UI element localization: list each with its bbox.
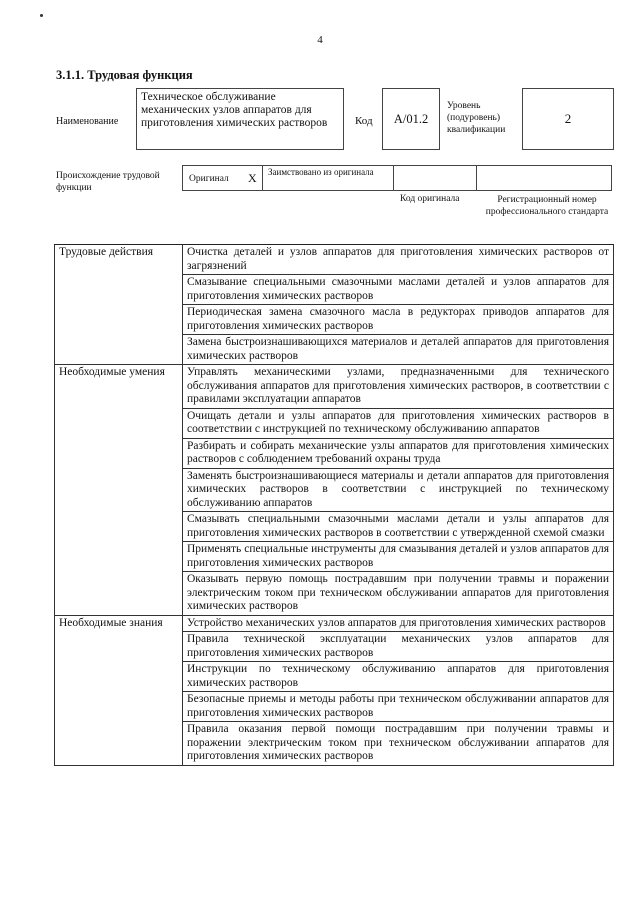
function-name: Техническое обслуживание механических узлов аппаратов для приготовления химических растворов [141,91,328,129]
level-label: Уровень (подуровень) квалификации [447,101,506,135]
scan-mark [40,14,43,17]
table-item: Безопасные приемы и методы работы при техническом обслуживании аппаратов для приготовления химических растворов [183,692,614,722]
origin-bar [182,165,612,191]
table-item: Очищать детали и узлы аппаратов для приготовления химических растворов в соответствии с инструкцией по техническому обслуживанию аппаратов [183,408,614,438]
reg-number-label: Регистрационный номер профессионального стандарта [485,195,609,217]
table-item: Очистка деталей и узлов аппаратов для приготовления химических растворов от загрязнений [183,245,614,275]
category-cell: Трудовые действия [55,245,183,365]
table-row [55,245,614,275]
level-value: 2 [564,111,572,126]
code-value: А/01.2 [393,111,429,126]
table-item: Смазывать специальными смазочными маслами детали и узлы аппаратов для приготовления химических растворов в соответствии с утвержденной схемой смазки [183,512,614,542]
original-mark: X [248,171,257,185]
table-item: Правила оказания первой помощи пострадавшим при получении травмы и поражении электрическим током при техническом обслуживании аппаратов для приготовления химических растворов [183,722,614,766]
category-cell: Необходимые умения [55,365,183,616]
table-item: Смазывание специальными смазочными маслами деталей и узлов аппаратов для приготовления химических растворов [183,275,614,305]
table-item: Управлять механическими узлами, предназначенными для технического обслуживания аппаратов для приготовления химических растворов, в соответствии с правилами эксплуатации аппаратов [183,365,614,409]
code-label: Код [355,115,373,127]
code-original-label: Код оригинала [400,194,460,204]
table-item: Инструкции по техническому обслуживанию аппаратов для приготовления химических растворов [183,662,614,692]
table-item: Замена быстроизнашивающихся материалов и деталей аппаратов для приготовления химических растворов [183,335,614,365]
table-item: Правила технической эксплуатации механических узлов аппаратов для приготовления химических растворов [183,632,614,662]
borrowed-label: Заимствовано из оригинала [268,167,374,177]
code-box [382,88,440,150]
function-name-box [136,88,344,150]
table-item: Оказывать первую помощь пострадавшим при получении травмы и поражении электрическим током при техническом обслуживании аппаратов для приготовления химических растворов [183,572,614,616]
page-number: 4 [317,34,323,46]
table-item: Заменять быстроизнашивающиеся материалы и детали аппаратов для приготовления химических растворов в соответствии с инструкцией по техническому обслуживанию аппаратов [183,468,614,512]
original-label: Оригинал [189,174,229,184]
table-item: Применять специальные инструменты для смазывания деталей и узлов аппаратов для приготовления химических растворов [183,542,614,572]
origin-label: Происхождение трудовой функции [56,171,160,193]
main-table-body [55,245,614,766]
name-label: Наименование [56,116,119,127]
table-item: Устройство механических узлов аппаратов для приготовления химических растворов [183,615,614,632]
main-table [54,244,614,766]
section-title: 3.1.1. Трудовая функция [56,68,193,82]
table-item: Периодическая замена смазочного масла в редукторах приводов аппаратов для приготовления химических растворов [183,305,614,335]
level-box [522,88,614,150]
category-cell: Необходимые знания [55,615,183,765]
table-row [55,365,614,409]
table-row [55,615,614,632]
table-item: Разбирать и собирать механические узлы аппаратов для приготовления химических растворов с соблюдением требований охраны труда [183,438,614,468]
